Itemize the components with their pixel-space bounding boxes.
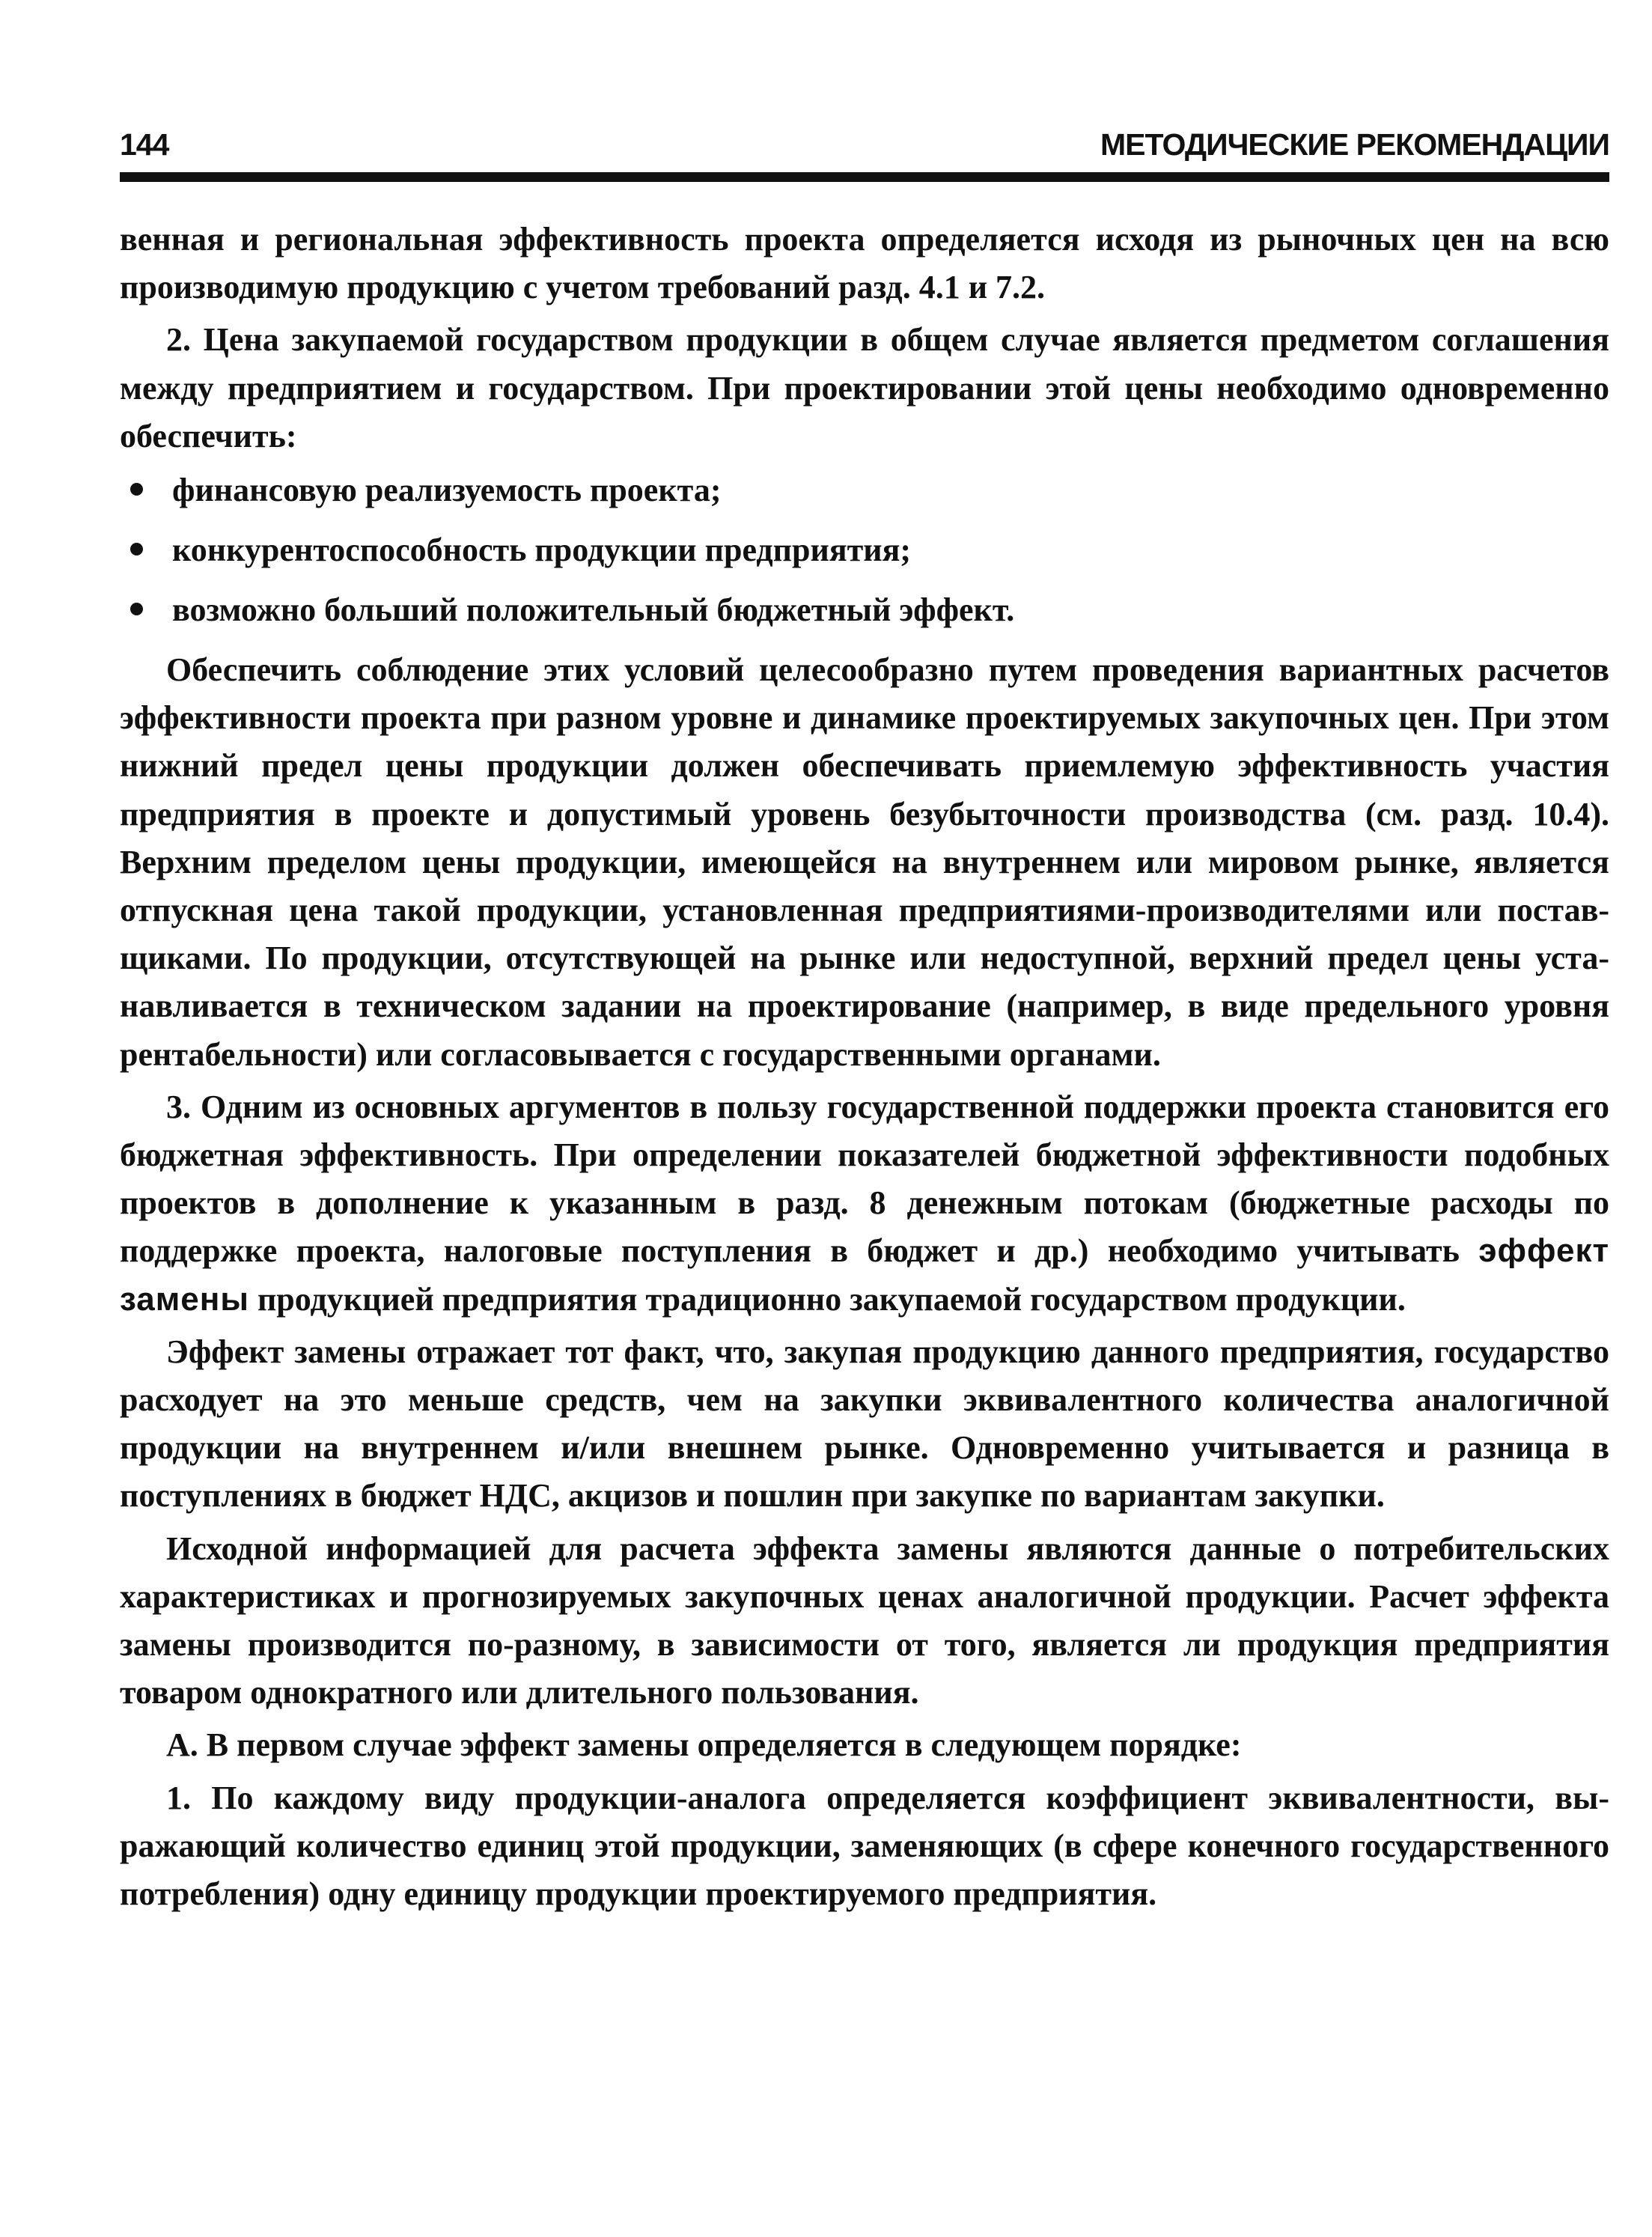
- page-number: 144: [120, 127, 169, 162]
- paragraph-price-limits: Обеспечить соблюдение этих условий целесообразно путем проведения вариантных расчетов эффективности проекта при разном уровне и динамике проектируемых закупочных цен. При этом нижний предел цены продукции должен обеспечивать приемлемую эффективность участия предприятия в проекте и допустимый уровень безубыточности производства (см. разд. 10.4). Верхним пределом цены продукции, имеющейся на внутреннем или мировом рынке, является отпускная цена такой продукции, установленная предприятиями-производителями или поставщиками. По продукции, отсутствующей на рынке или недоступной, верхний предел цены устанавливается в техническом задании на проектирование (например, в виде предельного уровня рентабельности) или согласовывается с государственными органами.: [120, 651, 1609, 1073]
- paragraph-replacement-effect: Эффект замены отражает тот факт, что, закупая продукцию данного предприятия, государство расходует на это меньше средств, чем на закупки эквивалентного количества аналогичной продукции на внутреннем и/или внешнем рынке. Одновременно учитывается и разница в поступлениях в бюджет НДС, акцизов и пошлин при закупке по вариантам закупки.: [120, 1333, 1609, 1515]
- paragraph-continuation: венная и региональная эффективность проекта определяется исходя из рыночных цен на всю производимую продукцию с учетом требований разд. 4.1 и 7.2.: [120, 221, 1609, 306]
- list-item-text: конкурентоспособность продукции предприятия;: [172, 532, 912, 569]
- list-item: [120, 466, 1609, 514]
- paragraph-case-a: А. В первом случае эффект замены определяется в следующем порядке:: [166, 1726, 1242, 1764]
- list-item: [120, 526, 1609, 574]
- requirements-list: [120, 466, 1609, 634]
- running-title: МЕТОДИЧЕСКИЕ РЕКОМЕНДАЦИИ: [1100, 127, 1609, 162]
- bullet-icon: [130, 483, 143, 496]
- paragraph-price-agreement: 2. Цена закупаемой государством продукции в общем случае является предметом соглашения между предприятием и государством. При проектировании этой цены необходимо одновременно обеспечить:: [120, 321, 1609, 454]
- bullet-icon: [130, 603, 143, 615]
- paragraph-source-information: Исходной информацией для расчета эффекта замены являются данные о потребительских характеристиках и прогнозируемых закупочных ценах аналогичной продукции. Расчет эффекта замены производится по-разному, в зависимости от того, является ли продукция предприятия товаром однократного или длительного пользования.: [120, 1530, 1609, 1711]
- page-header: [120, 126, 1609, 171]
- list-item: [120, 586, 1609, 634]
- paragraph-text: продукцией предприятия традиционно закупаемой государством продукции.: [257, 1280, 1406, 1318]
- list-item-text: финансовую реализуемость проекта;: [172, 472, 722, 509]
- list-item-text: возможно больший положительный бюджетный эффект.: [172, 591, 1015, 629]
- paragraph-text: 3. Одним из основных аргументов в пользу государственной поддержки проекта становится его бюджетная эффективность. При определении показателей бюджетной эффективности подобных проектов в дополнение к указанным в разд. 8 денежным потокам (бюджетные расходы по поддержке проекта, налоговые поступления в бюджет и др.) необходимо учитывать: [120, 1088, 1609, 1270]
- page-body: [120, 216, 1609, 1923]
- paragraph-step-1: 1. По каждому виду продукции-аналога определяется коэффициент эквивалентности, выражающий количество единиц этой продукции, заменяющих (в сфере конечного государственного потребления) одну единицу продукции проектируемого предприятия.: [120, 1779, 1609, 1913]
- bullet-icon: [130, 543, 143, 556]
- emphasized-term: эффект замены: [120, 1232, 1610, 1318]
- header-rule: [120, 172, 1609, 182]
- paragraph-budget-efficiency: [120, 1083, 1609, 1324]
